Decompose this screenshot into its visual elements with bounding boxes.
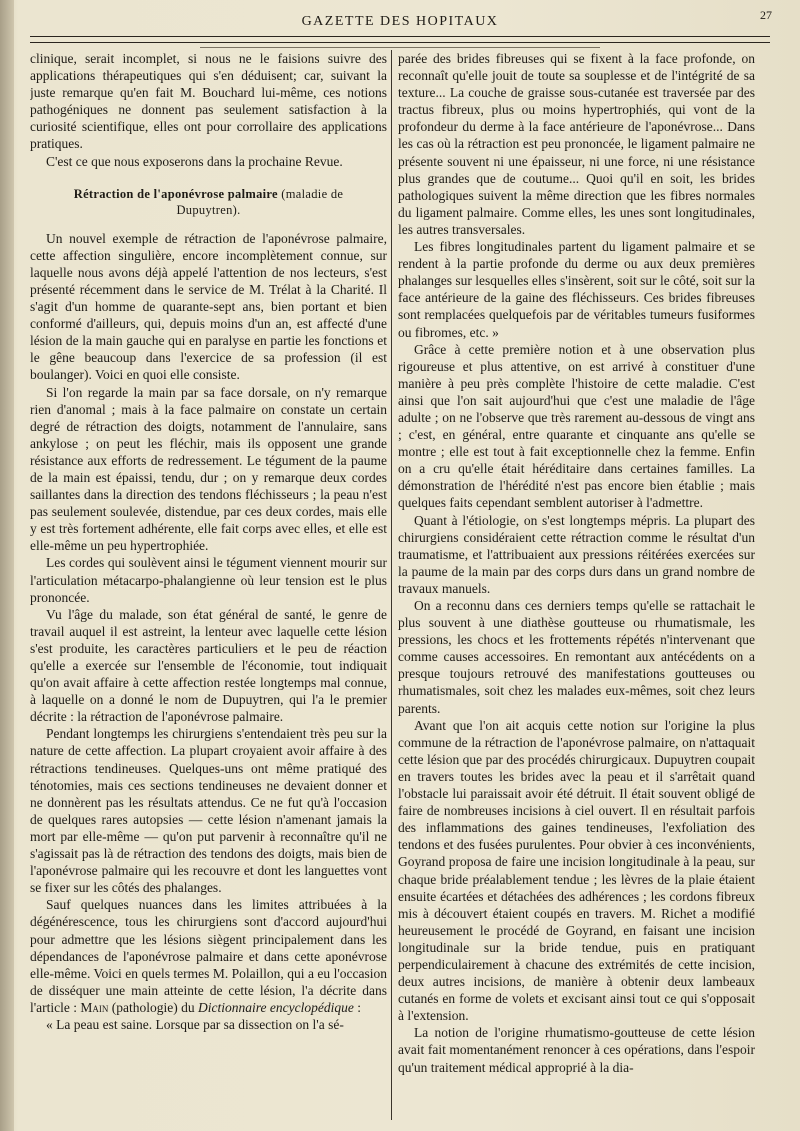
running-title: GAZETTE DES HOPITAUX (301, 14, 499, 29)
paragraph: parée des brides fibreuses qui se fixent à la face profonde, on reconnaît qu'elle jouit de toute sa souplesse et de l'intégrité de sa texture... La couche de graisse sous-cutanée est traversée par des tractus fibreux, plus ou moins hypertrophiés, qui vont de la profondeur du derme à la face antérieure de l'aponévrose... Dans les cas où la rétraction est peu prononcée, le ligament palmaire ne présente souvent ni une épaisseur, ni une force, ni une résistance plus grandes que de coutume... Quoi qu'il en soit, les brides pathologiques suivent la même direction que les fibres normales du ligament palmaire. Comme elles, les unes sont longitudinales, les autres transversales. (398, 51, 755, 237)
left-column (30, 50, 387, 1125)
paragraph (30, 896, 387, 1016)
paragraph: « La peau est saine. Lorsque par sa dissection on l'a sé- (46, 1016, 344, 1032)
header-rule-bottom (30, 42, 770, 43)
paragraph: Grâce à cette première notion et à une observation plus rigoureuse et plus attentive, on est arrivé à constituer d'une manière à peu près complète l'histoire de cette maladie. C'est ainsi que l'on sait aujourd'hui que c'est une maladie de l'âge adulte ; on ne l'observe que très rarement au-dessous de vingt ans ; c'est, en général, entre quarante et cinquante ans qu'elle se montre ; elle est tout à fait exceptionnelle chez la femme. Enfin on a cru qu'elle était héréditaire dans certaines familles. La démonstration de l'hérédité n'est pas encore bien établie ; mais quelques faits cependant semblent autoriser à l'admettre. (398, 341, 755, 511)
paragraph: Pendant longtemps les chirurgiens s'entendaient très peu sur la nature de cette affection. La plupart croyaient avoir affaire à des rétractions tendineuses. Quelques-uns ont même pratiqué des ténotomies, mais ces sections tendineuses ne devaient donner et ne donnèrent pas les résultats attendus. Ce ne fut qu'à l'occasion de quelques rares autopsies — cette lésion n'amenant jamais la mort par elle-même — qu'on put parvenir à reconnaître qu'il ne s'agissait pas là de rétraction des tendons des doigts, mais bien de l'aponévrose palmaire qui les recouvre et dont les languettes vont se fixer sur les côtés des phalanges. (30, 726, 387, 896)
column-divider (391, 50, 392, 1120)
paragraph: Avant que l'on ait acquis cette notion sur l'origine la plus commune de la rétraction de l'aponévrose palmaire, on n'attaquait cette lésion que par des procédés chirurgicaux. Dupuytren coupait en travers toutes les brides avec la peau et il s'arrêtait quand l'obstacle lui paraissait avoir été détruit. Il était souvent obligé de faire de nombreuses incisions à ciel ouvert. Il en résultait parfois des inflammations des gaines tendineuses, l'exfoliation des tendons et des fusées purulentes. Pour obvier à ces inconvénients, Goyrand proposa de faire une incision longitudinale à la peau, sur chaque bride préalablement tendue ; les lèvres de la plaie étaient ensuite écartées et détachées des adhérences ; les cordons fibreux mis à découvert étaient coupés en travers. M. Richet a modifié heureusement le procédé de Goyrand, en faisant une incision longitudinale sur la bride tendue, puis en pratiquant perpendiculairement à chacune des extrémités de cette incision, deux autres incisions, de manière à obtenir deux lambeaux cutanés en forme de volets et excisant ainsi tout ce qui s'opposait à l'extension. (398, 717, 755, 1024)
paragraph: Les fibres longitudinales partent du ligament palmaire et se rendent à la partie profonde du derme ou aux deux premières phalanges sur lesquelles elles s'insèrent, soit sur le côté, soit sur la face antérieure de la gaine des fléchisseurs. Ces brides fibreuses sont remplacées quelquefois par de véritables tumeurs fusiformes ou fibromes, etc. » (398, 239, 755, 340)
paragraph: Les cordes qui soulèvent ainsi le tégument viennent mourir sur l'articulation métacarpo-phalangienne où leur tension est le plus prononcée. (30, 555, 387, 605)
right-column (398, 50, 755, 1125)
section-title (44, 186, 373, 218)
paragraph: On a reconnu dans ces derniers temps qu'elle se rattachait le plus souvent à une diathèse goutteuse ou rhumatismale, les pressions, les chocs et les frottements répétés n'intervenant que comme causes accessoires. En remontant aux antécédents on a presque toujours retrouvé des manifestations goutteuses ou rhumatismales, soit chez les malades eux-mêmes, soit chez leurs parents. (398, 598, 755, 716)
paragraph: Un nouvel exemple de rétraction de l'aponévrose palmaire, cette affection singulière, encore incomplètement connue, sur laquelle nous avons déjà appelé l'attention de nos lecteurs, s'est présenté récemment dans le service de M. Trélat à la Charité. Il s'agit d'un homme de quarante-sept ans, bien portant et bien conformé d'ailleurs, qui, depuis moins d'un an, est affecté d'une lésion de la main gauche qui en paralyse en partie les fonctions et le gêne beaucoup dans l'exercice de sa profession (il est boulanger). Voici en quoi elle consiste. (30, 230, 387, 383)
paragraph: Quant à l'étiologie, on s'est longtemps mépris. La plupart des chirurgiens considéraient cette rétraction comme le résultat d'un traumatisme, et l'attribuaient aux pressions réitérées exercées sur la paume de la main par des corps durs dans un grand nombre de travaux manuels. (398, 512, 755, 596)
article-name: Main (80, 999, 109, 1015)
paragraph: Vu l'âge du malade, son état général de santé, le genre de travail auquel il est astreint, la lenteur avec laquelle cette lésion s'est produite, les caractères particuliers et le peu de réaction qu'elle a exercée sur l'ensemble de l'économie, tout indiquait qu'on avait affaire à cette affection restée longtemps mal connue, à laquelle on a donné le nom de Dupuytren, qui l'a le premier décrite : la rétraction de l'aponévrose palmaire. (30, 606, 387, 725)
paragraph: Si l'on regarde la main par sa face dorsale, on n'y remarque rien d'anomal ; mais à la face palmaire on constate un certain degré de rétraction des doigts, notamment de l'annulaire, sans ankylose ; on peut les fléchir, mais ils opposent une grande résistance aux efforts de redressement. Le tégument de la paume de la main est épaissi, tendu, dur ; on y remarque deux cordes saillantes dans la direction des tendons fléchisseurs ; la peau n'est pas seulement soulevée, distendue, par ces deux cordes, mais elle y est très fortement adhérente, elle fait corps avec elles, et elle est elle-même un peu hypertrophiée. (30, 384, 387, 554)
paragraph: C'est ce que nous exposerons dans la prochaine Revue. (46, 153, 343, 169)
page-header (40, 8, 772, 36)
header-rule-top (30, 36, 770, 37)
header-rule-thin (200, 47, 600, 48)
text-run: Sauf quelques nuances dans les limites attribuées à la dégénérescence, tous les chirurgiens sont d'accord aujourd'hui pour admettre que les lésions siègent principalement dans les dépendances de l'aponévrose palmaire et dans cette aponévrose elle-même. Voici en quels termes M. Polaillon, qui a eu l'occasion de disséquer une main atteinte de cette lésion, l'a décrite dans l'article : (30, 897, 387, 1015)
text-run: : (357, 999, 361, 1015)
section-title-main: Rétraction de l'aponévrose palmaire (73, 186, 278, 201)
section-title-paren: (maladie de Dupuytren). (176, 186, 344, 217)
paragraph: La notion de l'origine rhumatismo-goutteuse de cette lésion avait fait momentanément renoncer à ces opérations, dans l'espoir qu'un traitement médical approprié à la dia- (398, 1025, 755, 1075)
paragraph: clinique, serait incomplet, si nous ne le faisions suivre des applications thérapeutiques qui s'en déduisent; car, suivant la juste remarque qu'en fait M. Bouchard lui-même, ces notions pathogéniques ne donnent pas seulement satisfaction à la curiosité scientifique, elles ont pour corrollaire des applications pratiques. (30, 51, 387, 152)
dictionary-title: Dictionnaire encyclopédique (198, 999, 354, 1015)
page-number: 27 (760, 8, 772, 22)
text-run: (pathologie) du (111, 999, 195, 1015)
page-binding-edge (0, 0, 14, 1131)
